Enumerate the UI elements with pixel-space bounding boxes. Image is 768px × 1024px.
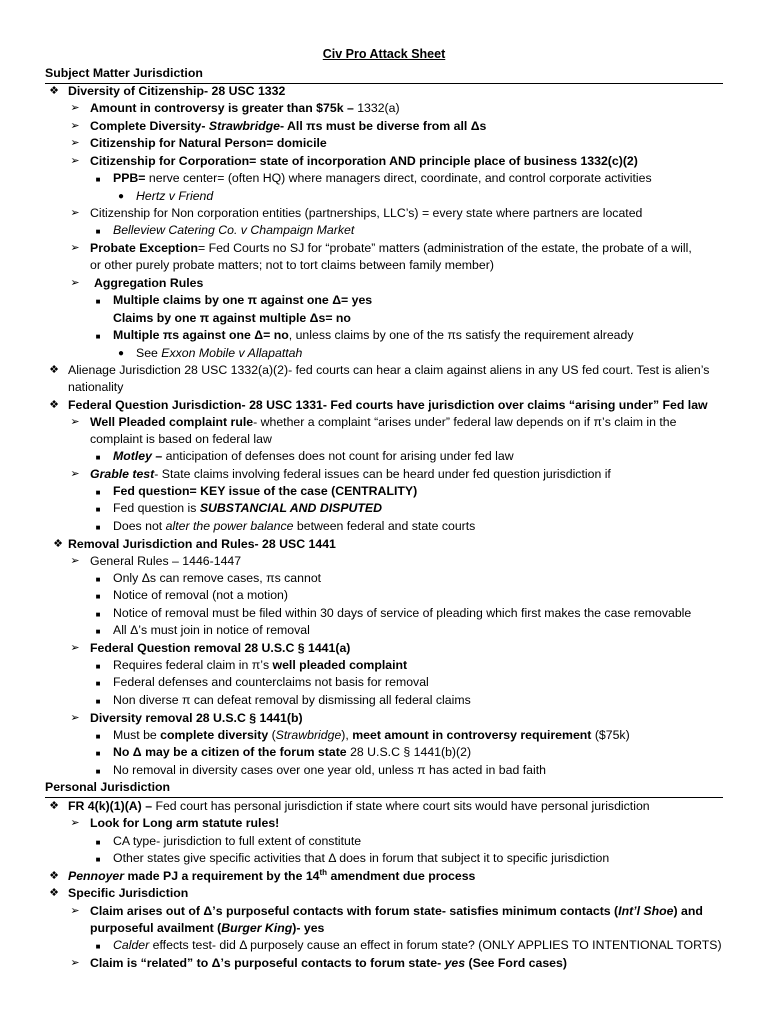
item-general-rule-all-join: All Δ’s must join in notice of removal (113, 623, 310, 637)
item-probate-exception: Probate Exception= Fed Courts no SJ for “probate” matters (administration of the estate, the probate of a will, (90, 241, 692, 255)
item-general-rules: General Rules – 1446-1447 (90, 554, 242, 568)
square-bullet-icon: ■ (95, 662, 101, 671)
arrow-bullet-icon: ➢ (70, 905, 80, 917)
arrow-bullet-icon: ➢ (70, 817, 80, 829)
square-bullet-icon: ■ (95, 505, 101, 514)
item-fq-removal-defenses: Federal defenses and counterclaims not basis for removal (113, 675, 429, 689)
square-bullet-icon: ■ (95, 749, 101, 758)
arrow-bullet-icon: ➢ (70, 957, 80, 969)
item-diversity-of-citizenship: Diversity of Citizenship- 28 USC 1332 (68, 84, 286, 98)
item-long-arm-other-states: Other states give specific activities that Δ does in forum that subject it to specific jurisdiction (113, 851, 610, 865)
diamond-bullet-icon: ❖ (49, 399, 59, 411)
square-bullet-icon: ■ (95, 679, 101, 688)
item-pennoyer: Pennoyer made PJ a requirement by the 14th amendment due process (68, 867, 476, 883)
item-aggregation-multiple-defendants: Claims by one π against multiple Δs= no (113, 311, 351, 325)
item-diversity-removal-forum-state: No Δ may be a citizen of the forum state 28 U.S.C § 1441(b)(2) (113, 745, 472, 759)
item-general-rule-notice: Notice of removal (not a motion) (113, 588, 288, 602)
square-bullet-icon: ■ (95, 523, 101, 532)
square-bullet-icon: ■ (95, 767, 101, 776)
item-grable-centrality: Fed question= KEY issue of the case (CENTRALITY) (113, 484, 418, 498)
item-diversity-removal-one-year: No removal in diversity cases over one year old, unless π has acted in bad faith (113, 763, 546, 777)
item-fq-removal-non-diverse: Non diverse π can defeat removal by dismissing all federal claims (113, 693, 471, 707)
arrow-bullet-icon: ➢ (70, 468, 80, 480)
square-bullet-icon: ■ (95, 592, 101, 601)
item-long-arm-ca-type: CA type- jurisdiction to full extent of constitute (113, 834, 362, 848)
square-bullet-icon: ■ (95, 627, 101, 636)
case-belleview-catering: Belleview Catering Co. v Champaign Market (113, 223, 355, 237)
arrow-bullet-icon: ➢ (70, 712, 80, 724)
arrow-bullet-icon: ➢ (70, 120, 80, 132)
arrow-bullet-icon: ➢ (70, 277, 80, 289)
item-natural-person: Citizenship for Natural Person= domicile (90, 136, 327, 150)
item-diversity-removal: Diversity removal 28 U.S.C § 1441(b) (90, 711, 303, 725)
document-title: Civ Pro Attack Sheet (322, 47, 446, 61)
item-claim-arises-out-of-cont: purposeful availment (Burger King)- yes (90, 921, 325, 935)
square-bullet-icon: ■ (95, 610, 101, 619)
item-aggregation-rules: Aggregation Rules (94, 276, 204, 290)
item-diversity-removal-complete: Must be complete diversity (Strawbridge), meet amount in controversy requirement ($75k) (113, 728, 630, 742)
item-general-rule-only-defendants: Only Δs can remove cases, πs cannot (113, 571, 322, 585)
item-alienage-jurisdiction: Alienage Jurisdiction 28 USC 1332(a)(2)- fed courts can hear a claim against aliens in any US fed court. Test is alien’s (68, 363, 710, 377)
square-bullet-icon: ■ (95, 855, 101, 864)
dot-bullet-icon: ● (117, 348, 125, 359)
item-long-arm-statute: Look for Long arm statute rules! (90, 816, 280, 830)
square-bullet-icon: ■ (95, 297, 101, 306)
arrow-bullet-icon: ➢ (70, 242, 80, 254)
square-bullet-icon: ■ (95, 488, 101, 497)
item-ppb: PPB= nerve center= (often HQ) where managers direct, coordinate, and control corporate activities (113, 171, 652, 185)
item-probate-exception-cont: or other purely probate matters; not to tort claims between family member) (90, 258, 494, 272)
item-claim-arises-out-of: Claim arises out of Δ’s purposeful contacts with forum state- satisfies minimum contacts (Int’l Shoe) and (90, 904, 703, 918)
item-aggregation-multiple-claims: Multiple claims by one π against one Δ= yes (113, 293, 373, 307)
item-grable-test: Grable test- State claims involving federal issues can be heard under fed question jurisdiction if (90, 467, 611, 481)
item-aggregation-multiple-plaintiffs: Multiple πs against one Δ= no, unless claims by one of the πs satisfy the requirement already (113, 328, 634, 342)
item-grable-substantial: Fed question is SUBSTANCIAL AND DISPUTED (113, 501, 382, 515)
case-exxon-mobile: See Exxon Mobile v Allapattah (136, 346, 303, 360)
item-well-pleaded-complaint-cont: complaint is based on federal law (90, 432, 272, 446)
square-bullet-icon: ■ (95, 575, 101, 584)
item-alienage-jurisdiction-cont: nationality (68, 380, 124, 394)
item-claim-related-to: Claim is “related” to Δ’s purposeful contacts to forum state- yes (See Ford cases) (90, 956, 567, 970)
section-heading-subject-matter-jurisdiction: Subject Matter Jurisdiction (45, 66, 203, 80)
arrow-bullet-icon: ➢ (70, 555, 80, 567)
item-amount-in-controversy: Amount in controversy is greater than $75k – 1332(a) (90, 101, 400, 115)
diamond-bullet-icon: ❖ (53, 538, 63, 550)
arrow-bullet-icon: ➢ (70, 102, 80, 114)
square-bullet-icon: ■ (95, 175, 101, 184)
section-heading-personal-jurisdiction: Personal Jurisdiction (45, 780, 171, 794)
dot-bullet-icon: ● (117, 191, 125, 202)
case-motley: Motley – anticipation of defenses does not count for arising under fed law (113, 449, 514, 463)
diamond-bullet-icon: ❖ (49, 870, 59, 882)
arrow-bullet-icon: ➢ (70, 155, 80, 167)
arrow-bullet-icon: ➢ (70, 207, 80, 219)
arrow-bullet-icon: ➢ (70, 416, 80, 428)
arrow-bullet-icon: ➢ (70, 642, 80, 654)
square-bullet-icon: ■ (95, 453, 101, 462)
square-bullet-icon: ■ (95, 332, 101, 341)
item-fq-removal-well-pleaded: Requires federal claim in π’s well pleaded complaint (113, 658, 408, 672)
square-bullet-icon: ■ (95, 732, 101, 741)
item-corporation: Citizenship for Corporation= state of incorporation AND principle place of business 1332(c)(2) (90, 154, 638, 168)
square-bullet-icon: ■ (95, 838, 101, 847)
item-well-pleaded-complaint: Well Pleaded complaint rule- whether a complaint “arises under” federal law depends on if π’s claim in the (90, 415, 677, 429)
item-specific-jurisdiction: Specific Jurisdiction (68, 886, 189, 900)
item-removal-jurisdiction: Removal Jurisdiction and Rules- 28 USC 1441 (68, 537, 336, 551)
case-hertz-v-friend: Hertz v Friend (136, 189, 214, 203)
diamond-bullet-icon: ❖ (49, 887, 59, 899)
item-non-corporation: Citizenship for Non corporation entities (partnerships, LLC’s) = every state where partners are located (90, 206, 643, 220)
item-federal-question-removal: Federal Question removal 28 U.S.C § 1441(a) (90, 641, 351, 655)
diamond-bullet-icon: ❖ (49, 85, 59, 97)
diamond-bullet-icon: ❖ (49, 800, 59, 812)
square-bullet-icon: ■ (95, 942, 101, 951)
item-fr-4k1a: FR 4(k)(1)(A) – Fed court has personal jurisdiction if state where court sits would have personal jurisdiction (68, 799, 650, 813)
item-grable-power-balance: Does not alter the power balance between federal and state courts (113, 519, 476, 533)
square-bullet-icon: ■ (95, 227, 101, 236)
item-general-rule-30-days: Notice of removal must be filed within 30 days of service of pleading which first makes the case removable (113, 606, 692, 620)
item-federal-question-jurisdiction: Federal Question Jurisdiction- 28 USC 1331- Fed courts have jurisdiction over claims “arising under” Fed law (68, 398, 708, 412)
item-calder-effects-test: Calder effects test- did Δ purposely cause an effect in forum state? (ONLY APPLIES TO INTENTIONAL TORTS) (113, 938, 722, 952)
square-bullet-icon: ■ (95, 697, 101, 706)
diamond-bullet-icon: ❖ (49, 364, 59, 376)
item-complete-diversity: Complete Diversity- Strawbridge- All πs must be diverse from all Δs (90, 119, 487, 133)
arrow-bullet-icon: ➢ (70, 137, 80, 149)
